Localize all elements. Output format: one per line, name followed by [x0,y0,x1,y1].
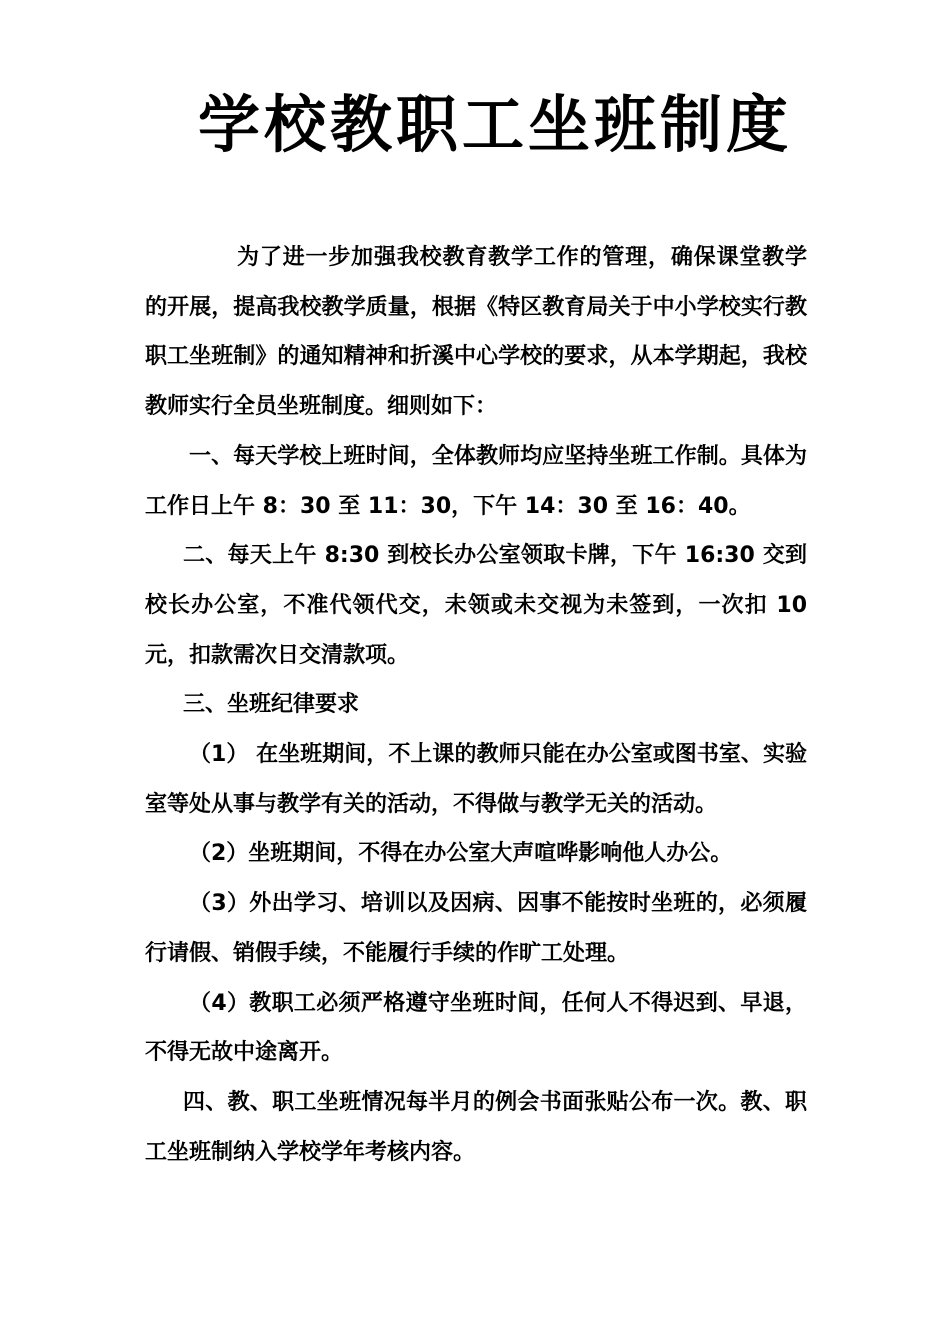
document-title: 学校教职工坐班制度 [197,88,792,161]
document-body [145,233,807,1177]
rule-item-2: （2）坐班期间，不得在办公室大声喧哗影响他人办公。 [189,841,733,867]
intro-paragraph: 为了进一步加强我校教育教学工作的管理，确保课堂教学的开展，提高我校教学质量，根据《特区教育局关于中小学校实行教职工坐班制》的通知精神和折溪中心学校的要求，从本学期起，我校教师实行全员坐班制度。细则如下： [145,245,807,420]
section-2-paragraph: 二、每天上午 8:30 到校长办公室领取卡牌，下午 16:30 交到校长办公室，不准代领代交，未领或未交视为未签到，一次扣 10 元，扣款需次日交清款项。 [145,543,807,668]
section-3-heading: 三、坐班纪律要求 [183,692,360,718]
rule-item-3: （3）外出学习、培训以及因病、因事不能按时坐班的，必须履行请假、销假手续，不能履行手续的作旷工处理。 [145,891,807,966]
rule-item-1: （1） 在坐班期间，不上课的教师只能在办公室或图书室、实验室等处从事与教学有关的活动，不得做与教学无关的活动。 [145,742,807,817]
rule-item-4: （4）教职工必须严格遵守坐班时间，任何人不得迟到、早退，不得无故中途离开。 [145,990,807,1066]
section-4-paragraph: 四、教、职工坐班情况每半月的例会书面张贴公布一次。教、职工坐班制纳入学校学年考核内容。 [145,1089,807,1165]
section-1-paragraph: 一、每天学校上班时间，全体教师均应坚持坐班工作制。具体为工作日上午 8：30 至 11：30，下午 14：30 至 16：40。 [145,443,807,519]
